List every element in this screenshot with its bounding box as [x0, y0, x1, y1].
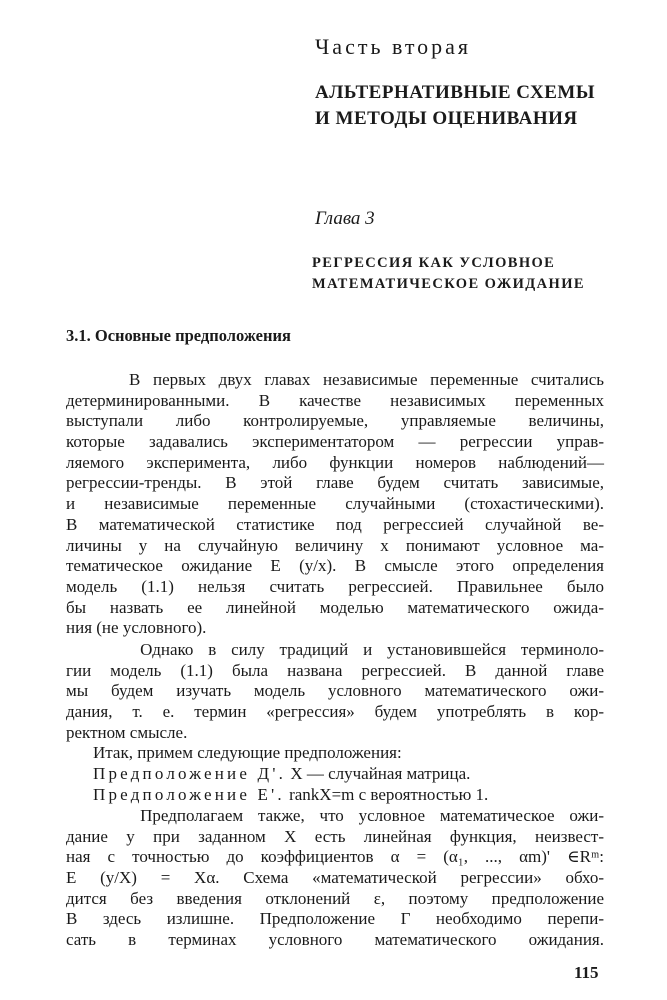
part-title [315, 80, 595, 132]
text-line: модель (1.1) нельзя считать регрессией. Правильнее было [66, 576, 604, 596]
text-line: E (y/X) = Xα. Схема «математической регрессии» обхо- [66, 868, 604, 888]
text-line: ния (не условного). [66, 618, 207, 638]
text-line: дания, т. е. термин «регрессия» будем употреблять в кор- [66, 702, 604, 722]
page-number: 115 [574, 963, 599, 982]
text-line: сать в терминах условного математического ожидания. [66, 930, 604, 950]
text-line: В первых двух главах независимые переменные считались [66, 370, 604, 389]
assumption-d-label: Предположение Д'. [93, 764, 287, 783]
text-line: Предполагаем также, что условное математическое ожи- [66, 806, 604, 825]
text-line: личины y на случайную величину x понимают условное ма- [66, 535, 604, 555]
chapter-label: Глава 3 [315, 208, 375, 229]
text-line: В математической статистике под регрессией случайной ве- [66, 514, 604, 534]
paragraph-3 [66, 806, 604, 951]
part-title-line: И МЕТОДЫ ОЦЕНИВАНИЯ [315, 108, 578, 129]
text-line: Однако в силу традиций и установившейся терминоло- [66, 640, 604, 659]
text-line: бы назвать ее линейной моделью математического ожида- [66, 597, 604, 617]
text-line: дится без введения отклонений ε, поэтому предположение [66, 888, 604, 908]
assumption-e-label: Предположение E'. [93, 785, 285, 804]
paragraph-1 [66, 370, 604, 639]
part-title-line: АЛЬТЕРНАТИВНЫЕ СХЕМЫ [315, 82, 595, 103]
chapter-title-line: РЕГРЕССИЯ КАК УСЛОВНОЕ [312, 255, 556, 271]
part-label: Часть вторая [315, 34, 472, 59]
text-line: которые задавались экспериментатором — регрессии управ- [66, 432, 604, 452]
text-line: регрессии-тренды. В этой главе будем считать зависимые, [66, 473, 604, 493]
assumption-e-text: rankX=m с вероятностью 1. [289, 785, 489, 804]
text-line: ляемого эксперимента, либо функции номеров наблюдений— [66, 452, 604, 472]
section-title: 3.1. Основные предположения [66, 326, 291, 345]
text-line: ная с точностью до коэффициентов α = (α₁, ..., αm)' ∈Rᵐ: [66, 847, 604, 867]
assumption-e [93, 785, 604, 806]
assumption-d [93, 764, 604, 785]
text-line: В здесь излишне. Предположение Г необходимо перепи- [66, 909, 604, 929]
assumption-d-text: X — случайная матрица. [290, 764, 471, 783]
chapter-title-line: МАТЕМАТИЧЕСКОЕ ОЖИДАНИЕ [312, 276, 585, 292]
text-line: выступали либо контролируемые, управляемые величины, [66, 411, 604, 431]
text-line: ректном смысле. [66, 722, 188, 742]
text-line: дание y при заданном X есть линейная функция, неизвест- [66, 826, 604, 846]
assumptions-intro: Итак, примем следующие предположения: [93, 743, 402, 762]
text-line: мы будем изучать модель условного математического ожи- [66, 681, 604, 701]
text-line: и независимые переменные случайными (стохастическими). [66, 494, 604, 514]
chapter-title [312, 253, 585, 295]
paragraph-2 [66, 640, 604, 743]
text-line: детерминированными. В качестве независимых переменных [66, 390, 604, 410]
text-line: тематическое ожидание E (y/x). В смысле этого определения [66, 556, 604, 576]
text-line: гии модель (1.1) была названа регрессией. В данной главе [66, 660, 604, 680]
